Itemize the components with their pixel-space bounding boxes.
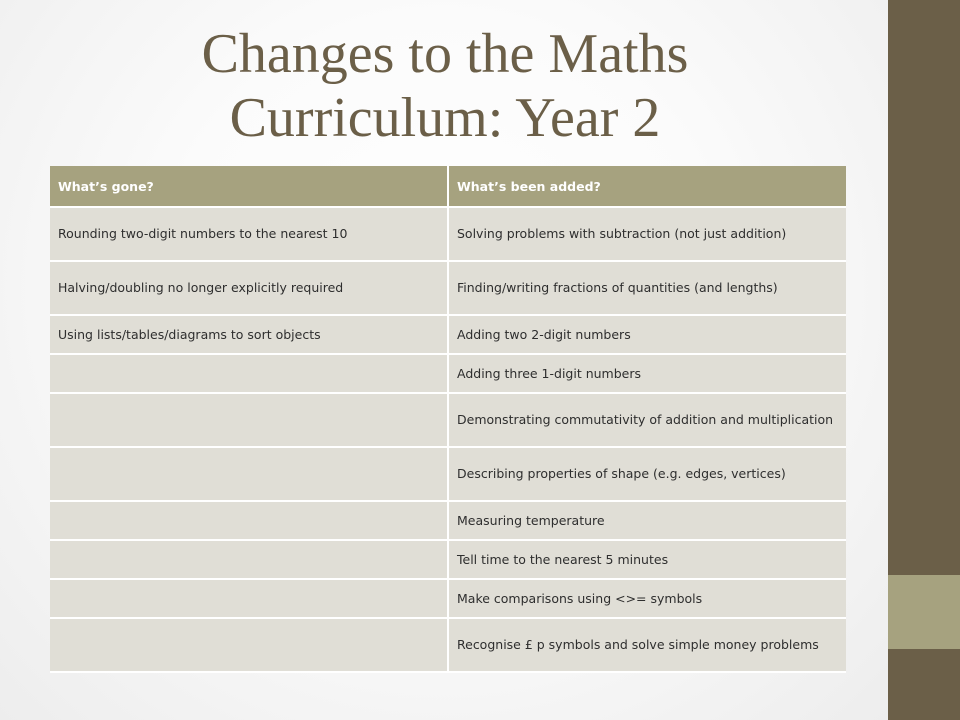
gone-cell: Halving/doubling no longer explicitly required: [50, 261, 448, 315]
table-row: [50, 207, 846, 261]
table-row: [50, 447, 846, 501]
table-header-row: [50, 166, 846, 207]
gone-cell: [50, 618, 448, 672]
slide-title-line-1: Changes to the Maths: [201, 23, 689, 85]
gone-cell: [50, 354, 448, 393]
header-whats-gone: What’s gone?: [50, 166, 448, 207]
added-cell: Solving problems with subtraction (not just addition): [448, 207, 846, 261]
added-cell: Finding/writing fractions of quantities (and lengths): [448, 261, 846, 315]
slide-title: [120, 22, 770, 150]
gone-cell: [50, 393, 448, 447]
table-row: [50, 540, 846, 579]
header-whats-added: What’s been added?: [448, 166, 846, 207]
gone-cell: [50, 540, 448, 579]
curriculum-changes-table: [50, 166, 846, 673]
added-cell: Describing properties of shape (e.g. edges, vertices): [448, 447, 846, 501]
table-row: [50, 618, 846, 672]
gone-cell: [50, 501, 448, 540]
table-row: [50, 579, 846, 618]
added-cell: Adding three 1-digit numbers: [448, 354, 846, 393]
table-row: [50, 261, 846, 315]
table-row: [50, 501, 846, 540]
added-cell: Measuring temperature: [448, 501, 846, 540]
table-row: [50, 315, 846, 354]
added-cell: Tell time to the nearest 5 minutes: [448, 540, 846, 579]
gone-cell: Rounding two-digit numbers to the nearest 10: [50, 207, 448, 261]
added-cell: Demonstrating commutativity of addition and multiplication: [448, 393, 846, 447]
added-cell: Recognise £ p symbols and solve simple money problems: [448, 618, 846, 672]
table-row: [50, 354, 846, 393]
side-accent-block: [888, 575, 960, 649]
slide-title-line-2: Curriculum: Year 2: [229, 87, 661, 149]
gone-cell: [50, 447, 448, 501]
added-cell: Adding two 2-digit numbers: [448, 315, 846, 354]
table-row: [50, 393, 846, 447]
gone-cell: Using lists/tables/diagrams to sort objects: [50, 315, 448, 354]
gone-cell: [50, 579, 448, 618]
added-cell: Make comparisons using <>= symbols: [448, 579, 846, 618]
